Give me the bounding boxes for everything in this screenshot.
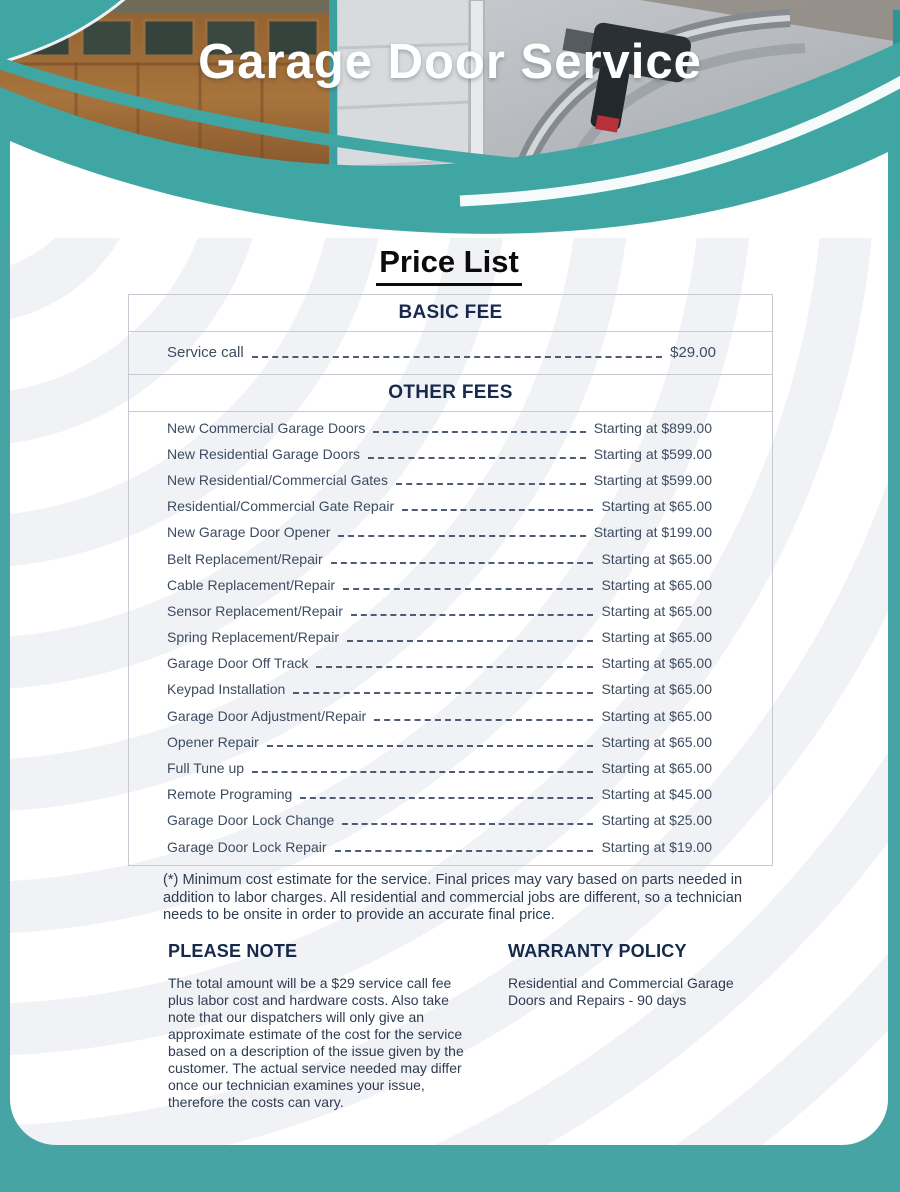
dash-leader	[300, 797, 593, 799]
fee-price: Starting at $599.00	[593, 471, 712, 488]
fee-row	[129, 415, 772, 441]
dash-leader	[343, 588, 593, 590]
fee-price: Starting at $65.00	[601, 602, 712, 619]
fee-price: Starting at $25.00	[601, 812, 712, 829]
price-table	[128, 294, 773, 866]
fee-label: Belt Replacement/Repair	[167, 550, 323, 567]
fee-price: Starting at $19.00	[601, 838, 712, 855]
disclaimer-note: (*) Minimum cost estimate for the service. Final prices may vary based on parts needed in addition to labor charges. All residential and commercial jobs are different, so a technician needs to be onsite in order to provide an accurate final price.	[163, 872, 743, 923]
fee-price: Starting at $899.00	[593, 419, 712, 436]
dash-leader	[347, 640, 593, 642]
dash-leader	[396, 483, 586, 485]
fee-row	[129, 703, 772, 729]
dash-leader	[267, 745, 594, 747]
warranty-policy-heading: WARRANTY POLICY	[508, 941, 687, 961]
fee-row	[129, 677, 772, 703]
fee-row	[129, 546, 772, 572]
fee-label: Garage Door Adjustment/Repair	[167, 707, 367, 724]
dash-leader	[331, 562, 594, 564]
fee-label: Sensor Replacement/Repair	[167, 602, 343, 619]
dash-leader	[402, 509, 593, 511]
fee-label: Cable Replacement/Repair	[167, 576, 336, 593]
fee-row	[129, 729, 772, 755]
fee-row	[129, 598, 772, 624]
fee-row	[129, 782, 772, 808]
dash-leader	[335, 850, 594, 852]
fee-label: New Commercial Garage Doors	[167, 419, 366, 436]
dash-leader	[252, 771, 593, 773]
fee-label: Garage Door Lock Change	[167, 812, 335, 829]
other-fees-heading: OTHER FEES	[129, 374, 772, 412]
fee-row	[129, 467, 772, 493]
fee-price: Starting at $65.00	[601, 760, 712, 777]
fee-price: Starting at $65.00	[601, 655, 712, 672]
fee-label: Garage Door Off Track	[167, 655, 309, 672]
fee-row	[129, 572, 772, 598]
fee-price: $29.00	[670, 344, 716, 361]
fee-label: New Residential Garage Doors	[167, 445, 360, 462]
fee-label: Full Tune up	[167, 760, 245, 777]
fee-row	[129, 441, 772, 467]
fee-price: Starting at $65.00	[601, 498, 712, 515]
fee-label: Spring Replacement/Repair	[167, 629, 339, 646]
fee-row	[129, 755, 772, 781]
dash-leader	[374, 719, 593, 721]
fee-price: Starting at $65.00	[601, 629, 712, 646]
please-note-section	[168, 941, 476, 1111]
fee-label: Garage Door Lock Repair	[167, 838, 327, 855]
dash-leader	[351, 614, 594, 616]
fee-label: Opener Repair	[167, 733, 259, 750]
dash-leader	[338, 535, 585, 537]
fee-label: New Residential/Commercial Gates	[167, 471, 388, 488]
fee-row	[129, 834, 772, 860]
warranty-policy-section	[508, 941, 758, 1009]
dash-leader	[373, 431, 585, 433]
header-banner	[0, 0, 900, 238]
page-title: Price List	[376, 244, 522, 286]
fee-price: Starting at $45.00	[601, 786, 712, 803]
warranty-policy-body: Residential and Commercial Garage Doors and Repairs - 90 days	[508, 975, 734, 1008]
other-fees-list	[129, 412, 772, 865]
please-note-heading: PLEASE NOTE	[168, 941, 298, 961]
fee-label: Remote Programing	[167, 786, 293, 803]
fee-price: Starting at $65.00	[601, 681, 712, 698]
dash-leader	[342, 823, 593, 825]
dash-leader	[252, 356, 662, 358]
fee-row-service-call	[129, 332, 772, 374]
fee-label: Service call	[167, 344, 244, 361]
fee-price: Starting at $65.00	[601, 576, 712, 593]
please-note-body: The total amount will be a $29 service call fee plus labor cost and hardware costs. Also take note that our dispatchers will only give an approximate estimate of the cost for the service based on a description of the issue given by the customer. The actual service needed may differ once our technician examines your issue, therefore the costs can vary.	[168, 975, 464, 1110]
dash-leader	[368, 457, 586, 459]
price-title-wrap	[10, 244, 888, 286]
fee-row	[129, 651, 772, 677]
fee-row	[129, 625, 772, 651]
fee-price: Starting at $65.00	[601, 707, 712, 724]
fee-row	[129, 494, 772, 520]
fee-row	[129, 520, 772, 546]
fee-label: Residential/Commercial Gate Repair	[167, 498, 395, 515]
fee-label: New Garage Door Opener	[167, 524, 331, 541]
fee-price: Starting at $65.00	[601, 550, 712, 567]
fee-price: Starting at $65.00	[601, 733, 712, 750]
dash-leader	[293, 692, 593, 694]
fee-price: Starting at $199.00	[593, 524, 712, 541]
dash-leader	[316, 666, 593, 668]
fee-price: Starting at $599.00	[593, 445, 712, 462]
fee-label: Keypad Installation	[167, 681, 286, 698]
fee-row	[129, 808, 772, 834]
basic-fee-heading: BASIC FEE	[129, 295, 772, 332]
header-title: Garage Door Service	[198, 35, 702, 89]
